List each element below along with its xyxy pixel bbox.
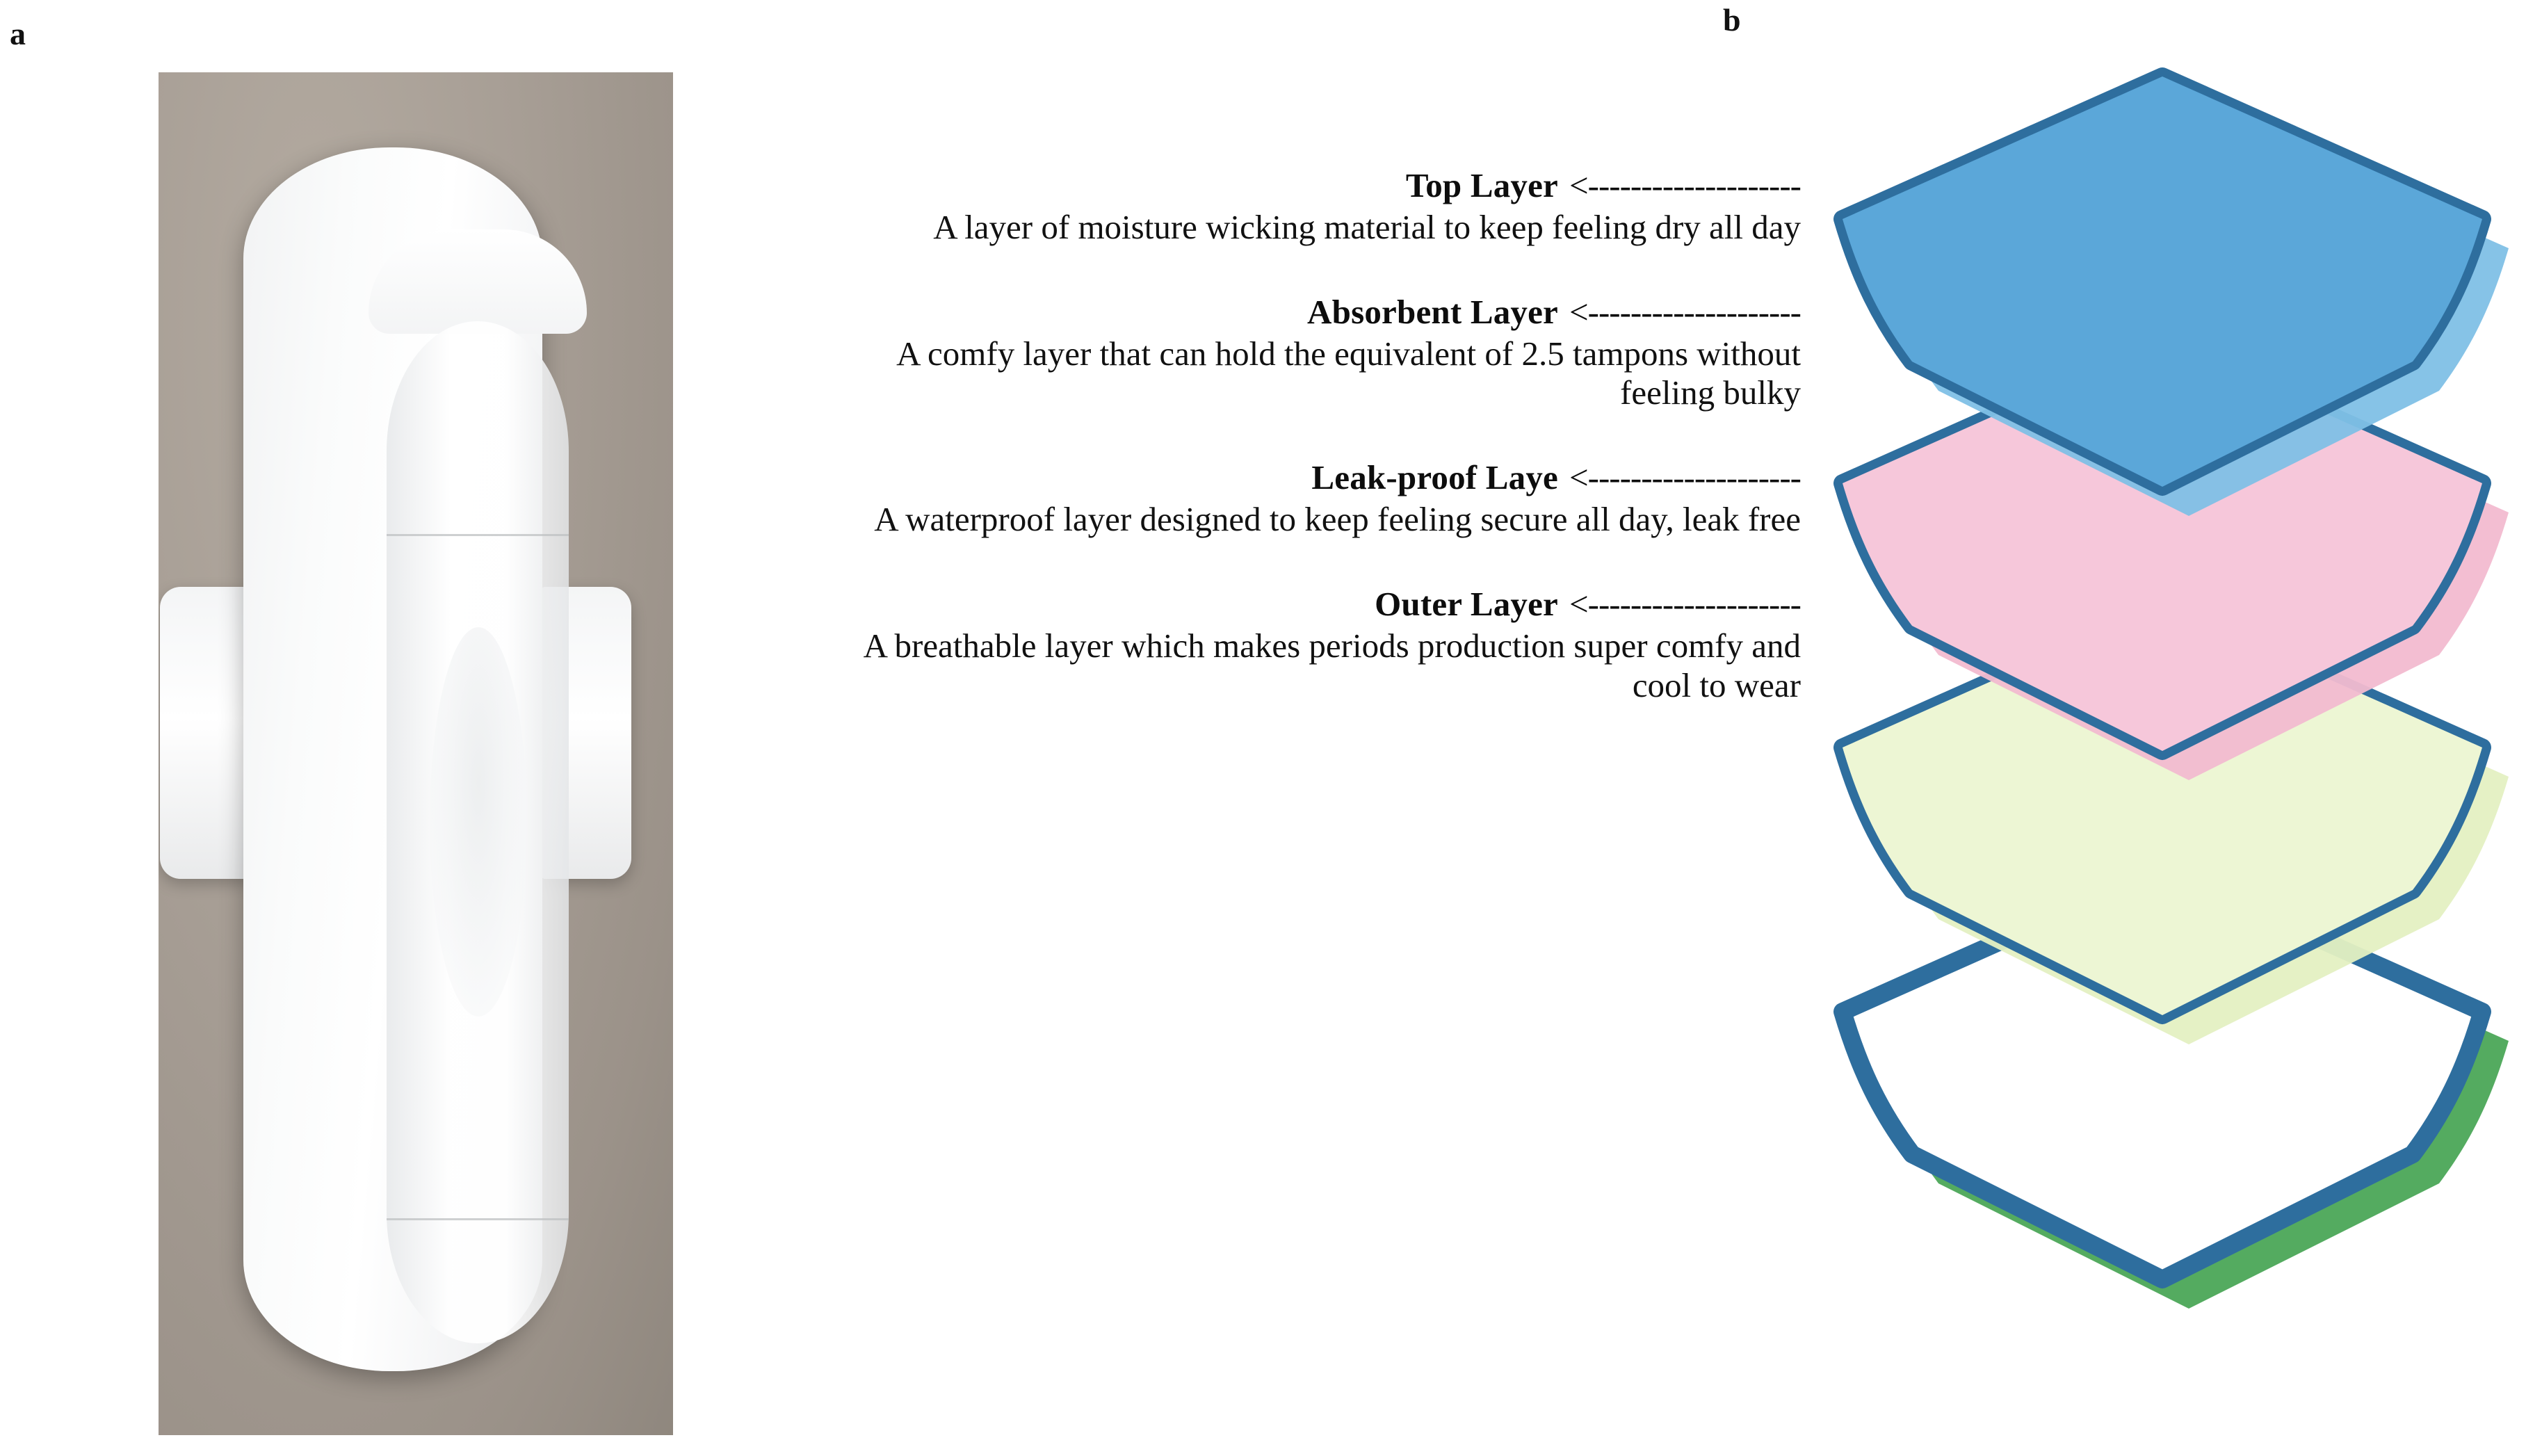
layer-arrow-top: <-------------------- bbox=[1569, 166, 1801, 204]
layer-heading-leak-proof bbox=[855, 459, 1801, 497]
layer-description-absorbent: A comfy layer that can hold the equivalent of 2.5 tampons without feeling bulky bbox=[896, 334, 1801, 412]
pad-seam-lower bbox=[387, 1218, 569, 1220]
layer-description-outer: A breathable layer which makes periods production super comfy and cool to wear bbox=[863, 626, 1801, 704]
layer-title-leak-proof: Leak-proof Laye bbox=[1311, 458, 1559, 497]
layer-title-outer: Outer Layer bbox=[1375, 584, 1559, 623]
layer-entry-absorbent bbox=[855, 293, 1801, 414]
sanitary-pad-photo bbox=[159, 72, 673, 1435]
layer-title-absorbent: Absorbent Layer bbox=[1307, 292, 1559, 331]
panel-label-b: b bbox=[1723, 2, 1741, 38]
layer-heading-absorbent bbox=[855, 293, 1801, 332]
pad-seam-upper bbox=[387, 534, 569, 536]
layer-arrow-absorbent: <-------------------- bbox=[1569, 292, 1801, 331]
layer-heading-outer bbox=[855, 585, 1801, 624]
layer-entry-top bbox=[855, 167, 1801, 248]
layer-arrow-outer: <-------------------- bbox=[1569, 584, 1801, 623]
layer-heading-top bbox=[855, 167, 1801, 205]
layer-arrow-leak-proof: <-------------------- bbox=[1569, 458, 1801, 497]
pad-body bbox=[243, 147, 542, 1371]
pad-wing-left bbox=[160, 587, 250, 879]
layer-stack-diagram bbox=[1794, 42, 2517, 1342]
layer-title-top: Top Layer bbox=[1405, 166, 1559, 204]
layer-entry-outer bbox=[855, 585, 1801, 706]
layer-entry-leak-proof bbox=[855, 459, 1801, 540]
layer-description-top: A layer of moisture wicking material to keep feeling dry all day bbox=[933, 207, 1801, 246]
layer-description-leak-proof: A waterproof layer designed to keep feeling secure all day, leak free bbox=[874, 500, 1801, 539]
panel-label-a: a bbox=[10, 16, 26, 51]
pad-absorbent-oval bbox=[430, 627, 527, 1017]
layer-descriptions bbox=[855, 167, 1801, 751]
